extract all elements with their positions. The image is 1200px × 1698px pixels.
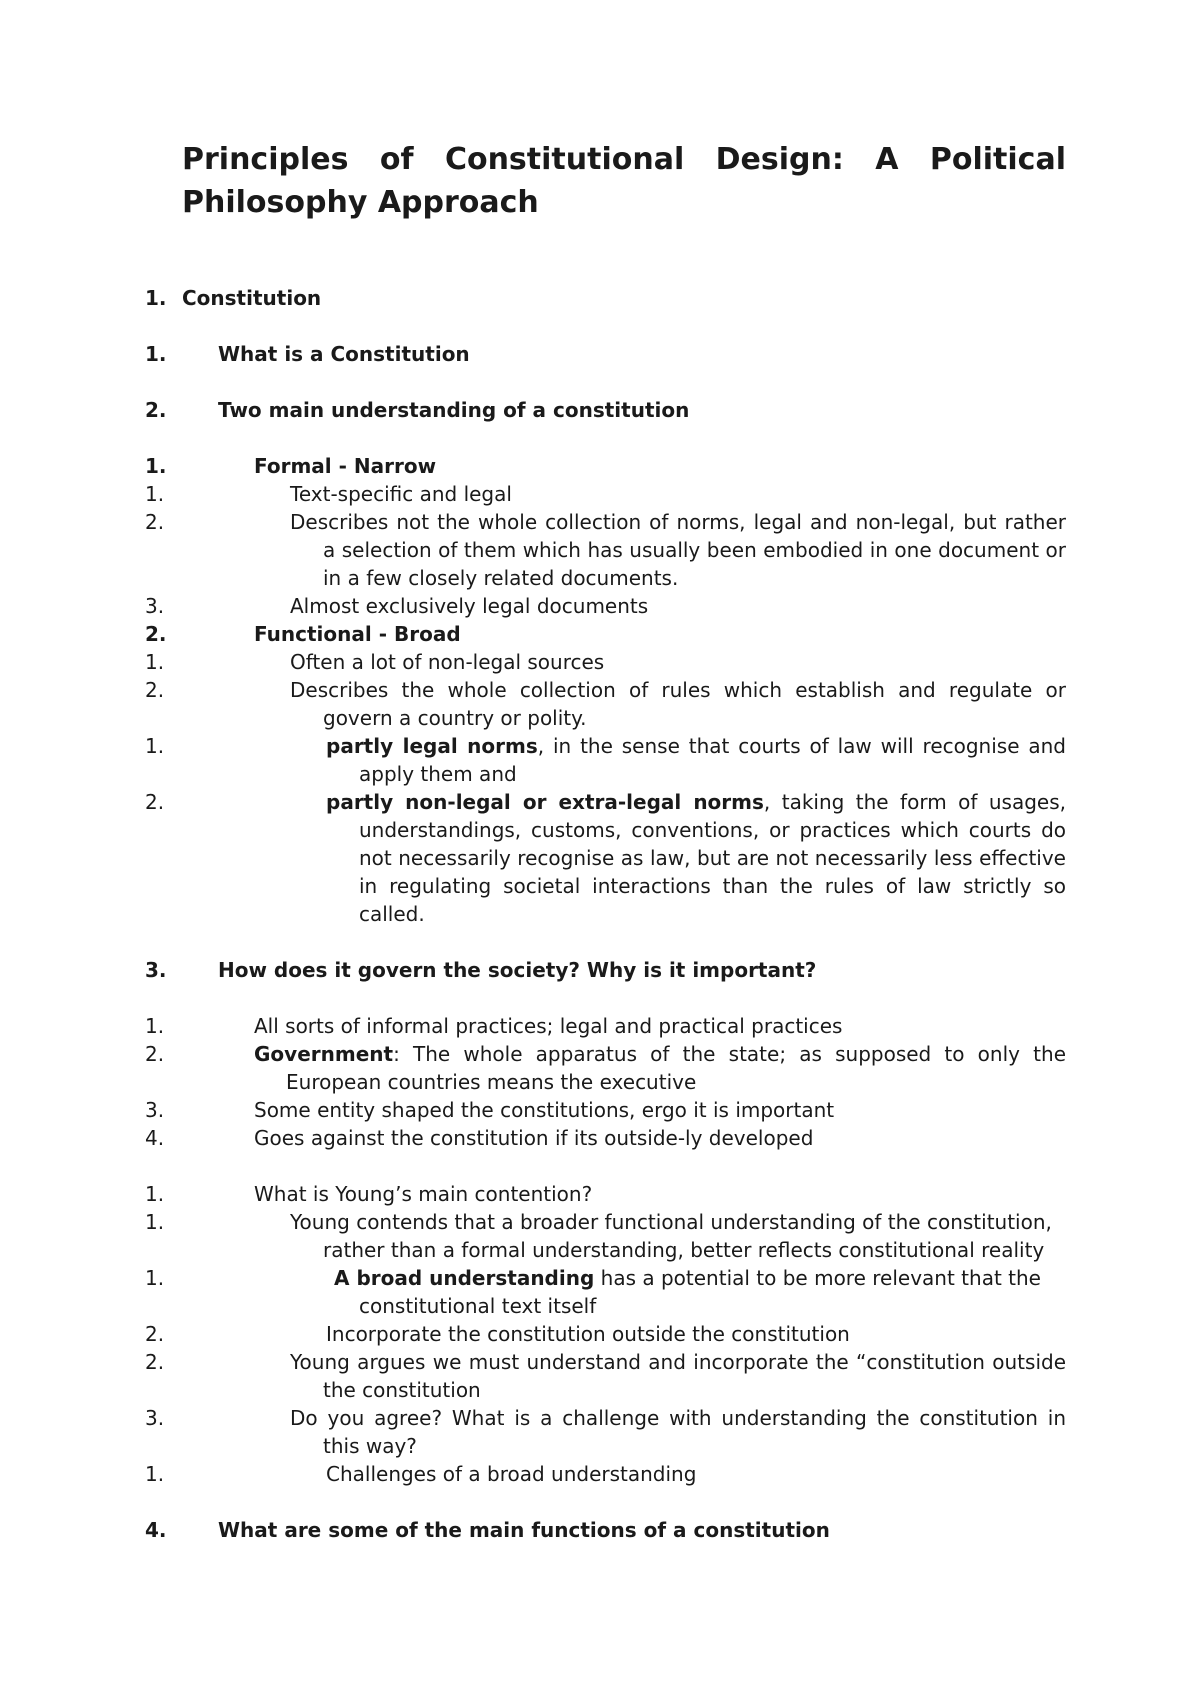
list-item — [145, 340, 1066, 368]
list-text: Challenges of a broad understanding — [326, 1462, 697, 1486]
list-item — [145, 508, 1066, 592]
list-number: 2. — [145, 1322, 165, 1346]
list-text: How does it govern the society? Why is it important? — [218, 958, 817, 982]
list-text: Young argues we must understand and incorporate the “constitution outside the constitution — [290, 1350, 1066, 1402]
list-item — [145, 676, 1066, 732]
list-item — [145, 592, 1066, 620]
list-number: 2. — [145, 622, 167, 646]
list-number: 1. — [145, 650, 165, 674]
list-text: What are some of the main functions of a constitution — [218, 1518, 830, 1542]
list-text: Goes against the constitution if its outside-ly developed — [254, 1126, 814, 1150]
list-number: 2. — [145, 1350, 165, 1374]
list-text: What is a Constitution — [218, 342, 470, 366]
list-number: 1. — [145, 286, 167, 310]
list-item — [145, 1404, 1066, 1460]
list-text — [326, 788, 1066, 928]
list-item — [145, 1096, 1066, 1124]
list-number: 2. — [145, 398, 167, 422]
list-number: 1. — [145, 342, 167, 366]
list-text — [334, 1264, 1066, 1320]
list-text-rest: , in the sense that courts of law will recognise and apply them and — [359, 734, 1066, 786]
list-item — [145, 480, 1066, 508]
list-text: Text-specific and legal — [290, 482, 512, 506]
list-text: Constitution — [182, 286, 322, 310]
list-item — [145, 1124, 1066, 1152]
list-text: Describes the whole collection of rules which establish and regulate or govern a country or polity. — [290, 678, 1066, 730]
list-number: 2. — [145, 678, 165, 702]
list-number: 2. — [145, 510, 165, 534]
list-number: 1. — [145, 1266, 165, 1290]
list-item — [145, 396, 1066, 424]
list-number: 1. — [145, 482, 165, 506]
list-number: 1. — [145, 1462, 165, 1486]
list-item — [145, 1460, 1066, 1488]
emphasis: A broad understanding — [334, 1266, 595, 1290]
list-text: All sorts of informal practices; legal and practical practices — [254, 1014, 843, 1038]
list-item — [145, 788, 1066, 928]
list-number: 1. — [145, 1014, 165, 1038]
list-item — [145, 732, 1066, 788]
list-text: Describes not the whole collection of norms, legal and non-legal, but rather a selection of them which has usually been embodied in one document or in a few closely related documents. — [290, 510, 1066, 590]
list-number: 1. — [145, 1210, 165, 1234]
list-item — [145, 1516, 1066, 1544]
list-number: 1. — [145, 734, 165, 758]
list-text: Often a lot of non-legal sources — [290, 650, 605, 674]
list-item — [145, 1320, 1066, 1348]
list-item — [145, 1180, 1066, 1208]
list-item — [145, 1208, 1066, 1264]
document-title: Principles of Constitutional Design: A Political Philosophy Approach — [182, 142, 1066, 220]
list-number: 3. — [145, 1098, 165, 1122]
list-text — [326, 732, 1066, 788]
list-number: 1. — [145, 1182, 165, 1206]
emphasis: partly non-legal or extra-legal norms — [326, 790, 764, 814]
list-text-rest: has a potential to be more relevant that the constitutional text itself — [359, 1266, 1041, 1318]
list-number: 1. — [145, 454, 167, 478]
emphasis: partly legal norms — [326, 734, 538, 758]
list-text: Formal - Narrow — [254, 454, 437, 478]
list-text: What is Young’s main contention? — [254, 1182, 593, 1206]
list-number: 3. — [145, 1406, 165, 1430]
emphasis: Government — [254, 1042, 394, 1066]
list-item — [145, 620, 1066, 648]
list-item — [145, 1348, 1066, 1404]
list-text-rest: , taking the form of usages, understandings, customs, conventions, or practices which courts do not necessarily recognise as law, but are not necessarily less effective in regulating societal interactions than the rules of law strictly so called. — [359, 790, 1066, 926]
list-text — [254, 1040, 1066, 1096]
list-text: Functional - Broad — [254, 622, 461, 646]
list-text: Some entity shaped the constitutions, ergo it is important — [254, 1098, 835, 1122]
list-text: Almost exclusively legal documents — [290, 594, 649, 618]
list-number: 4. — [145, 1518, 167, 1542]
list-item — [145, 284, 1066, 312]
list-text: Do you agree? What is a challenge with understanding the constitution in this way? — [290, 1406, 1066, 1458]
list-number: 3. — [145, 958, 167, 982]
list-number: 3. — [145, 594, 165, 618]
list-item — [145, 648, 1066, 676]
list-text-rest: : The whole apparatus of the state; as supposed to only the European countries means the executive — [286, 1042, 1066, 1094]
list-item — [145, 956, 1066, 984]
list-number: 4. — [145, 1126, 165, 1150]
list-item — [145, 1040, 1066, 1096]
list-item — [145, 1264, 1066, 1320]
list-number: 2. — [145, 790, 165, 814]
list-number: 2. — [145, 1042, 165, 1066]
list-item — [145, 1012, 1066, 1040]
list-text: Young contends that a broader functional understanding of the constitution, rather than a formal understanding, better reflects constitutional reality — [290, 1210, 1052, 1262]
list-item — [145, 452, 1066, 480]
list-text: Two main understanding of a constitution — [218, 398, 690, 422]
list-text: Incorporate the constitution outside the constitution — [326, 1322, 850, 1346]
